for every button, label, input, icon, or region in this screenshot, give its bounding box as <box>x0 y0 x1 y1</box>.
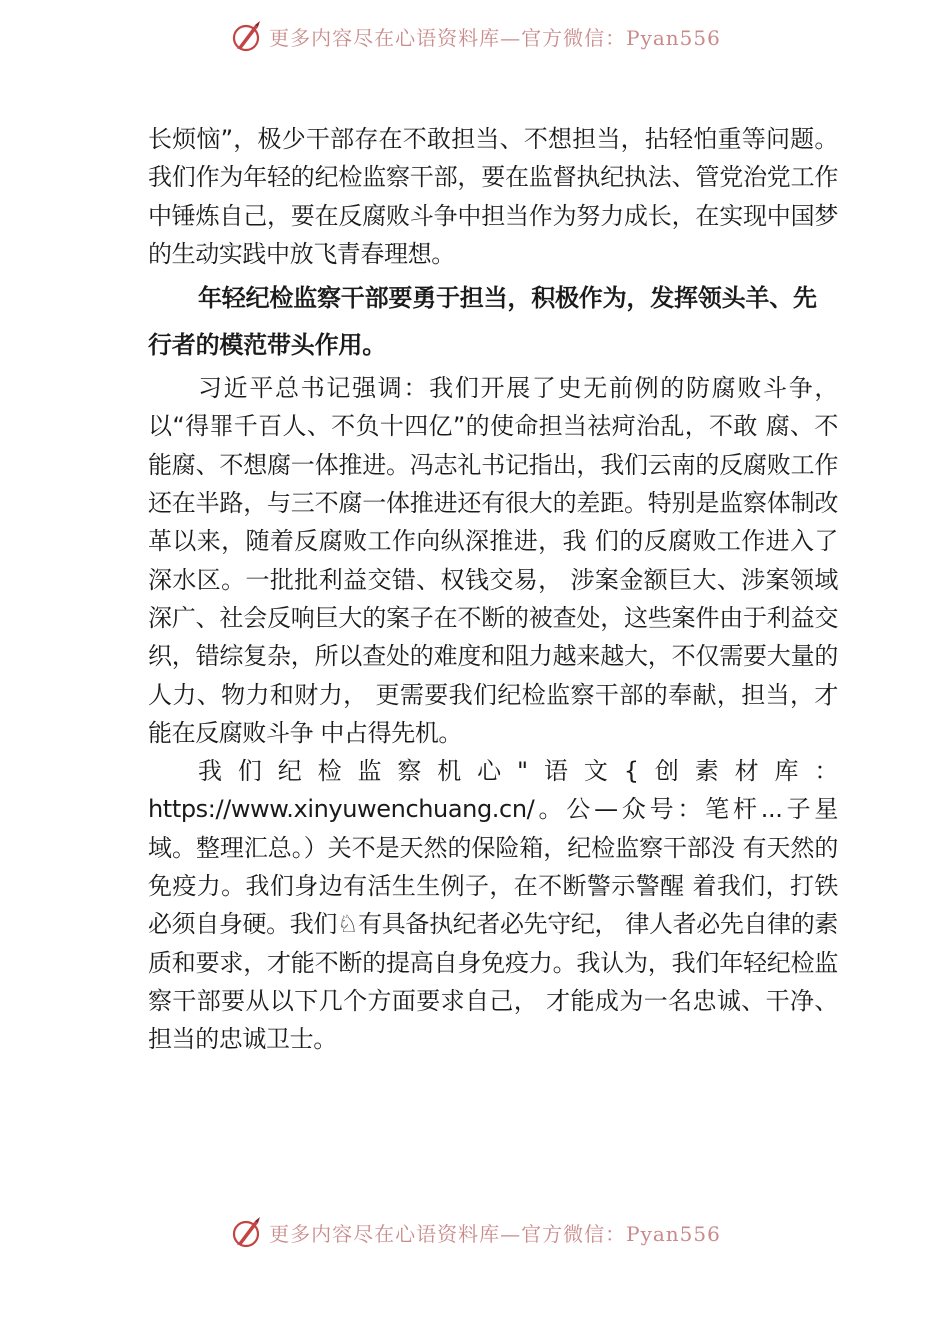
quill-logo-icon <box>229 19 263 53</box>
watermark-text: 更多内容尽在心语资料库—官方微信：Pyan556 <box>269 25 721 50</box>
watermark-text: 更多内容尽在心语资料库—官方微信：Pyan556 <box>269 1221 721 1246</box>
quill-logo-icon <box>229 1215 263 1249</box>
header-watermark <box>0 16 950 56</box>
paragraph-3: 我们纪检监察机心"语文{创素材库：https://www.xinyuwenchuang.cn/。公—众号：笔杆...子星域。整理汇总。）关不是天然的保险箱，纪检监察干部没 有天然的免疫力。我们身边有活生生例子，在不断警示警醒 着我们，打铁必须自身硬。我们♘有具备执纪者必先守纪， 律人者必先自律的素质和要求，才能不断的提高自身免疫力。我认为，我们年轻纪检监察干部要从以下几个方面要求自己， 才能成为一名忠诚、干净、担当的忠诚卫士。 <box>148 757 838 1054</box>
paragraph-1: 长烦恼”，极少干部存在不敢担当、不想担当，拈轻怕重等问题。我们作为年轻的纪检监察干部，要在监督执纪执法、管党治党工作中锤炼自己，要在反腐败斗争中担当作为努力成长，在实现中国梦的生动实践中放飞青春理想。 <box>148 125 838 268</box>
section-heading: 年轻纪检监察干部要勇于担当，积极作为，发挥领头羊、先行者的模范带头作用。 <box>148 284 817 360</box>
footer-watermark <box>0 1212 950 1252</box>
document-body <box>148 120 838 1059</box>
paragraph-2: 习近平总书记强调：我们开展了史无前例的防腐败斗争，以“得罪千百人、不负十四亿”的使命担当祛疴治乱，不敢 腐、不能腐、不想腐一体推进。冯志礼书记指出，我们云南的反腐败工作还在半路，与三不腐一体推进还有很大的差距。特别是监察体制改革以来，随着反腐败工作向纵深推进，我 们的反腐败工作进入了深水区。一批批利益交错、权钱交易， 涉案金额巨大、涉案领域深广、社会反响巨大的案子在不断的被查处，这些案件由于利益交织，错综复杂，所以查处的难度和阻力越来越大，不仅需要大量的人力、物力和财力， 更需要我们纪检监察干部的奉献，担当，才能在反腐败斗争 中占得先机。 <box>148 374 838 747</box>
